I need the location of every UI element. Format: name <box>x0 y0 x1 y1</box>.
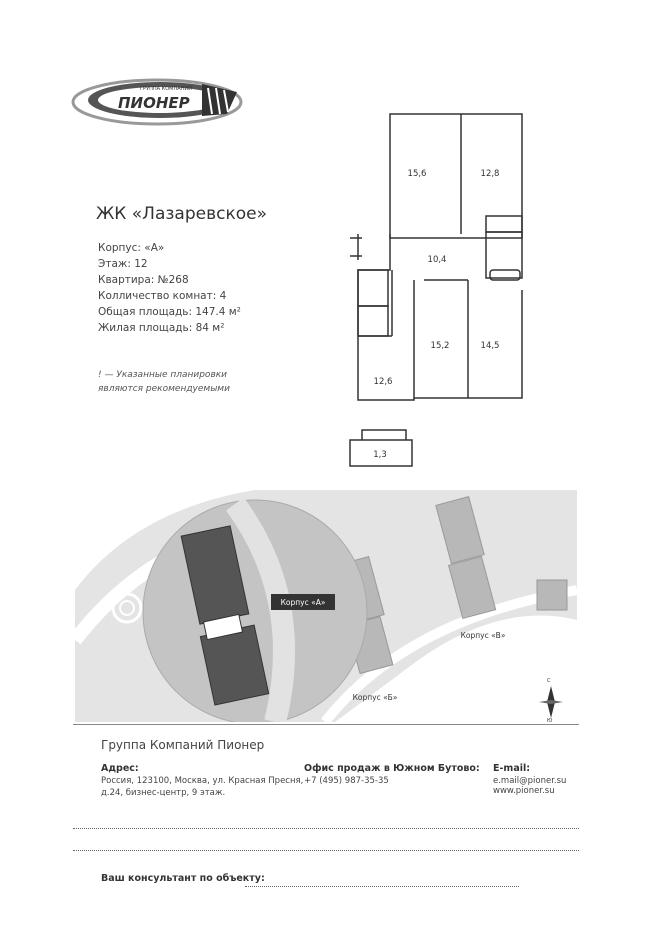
logo-name: ПИОНЕР <box>118 94 190 112</box>
room-label: 1,3 <box>373 450 387 460</box>
room-label: 12,6 <box>373 377 393 387</box>
dotted-line <box>73 828 579 829</box>
consultant-input-line <box>245 886 519 887</box>
company-logo <box>62 70 246 130</box>
svg-text:Ю: Ю <box>547 718 553 722</box>
logo-tagline: ГРУППА КОМПАНИЙ <box>140 86 192 92</box>
floor-plan <box>340 110 540 472</box>
email-link[interactable]: e.mail@pioner.su <box>493 776 567 786</box>
divider <box>73 724 579 725</box>
note-line-2: являются рекомендуемыми <box>98 384 230 394</box>
room-label: 14,5 <box>480 341 500 351</box>
building-a-callout: Корпус «А» <box>280 598 326 607</box>
compass-icon <box>539 678 563 722</box>
total-area: Общая площадь: 147.4 м² <box>98 306 241 318</box>
note-line-1: ! — Указанные планировки <box>98 370 228 380</box>
building-info: Корпус: «А» <box>98 242 165 254</box>
address-line-2: д.24, бизнес-центр, 9 этаж. <box>101 788 226 798</box>
consultant-label: Ваш консультант по объекту: <box>101 873 265 884</box>
building-v-label: Корпус «В» <box>460 631 506 640</box>
project-title: ЖК «Лазаревское» <box>96 204 267 224</box>
site-map <box>75 490 577 722</box>
sales-office-phone: +7 (495) 987-35-35 <box>304 776 389 786</box>
building-b-label: Корпус «Б» <box>352 693 398 702</box>
sales-office-label: Офис продаж в Южном Бутово: <box>304 763 480 774</box>
room-label: 15,2 <box>430 341 450 351</box>
website-link[interactable]: www.pioner.su <box>493 786 555 796</box>
svg-text:С: С <box>547 678 551 684</box>
room-label: 15,6 <box>407 169 427 179</box>
address-label: Адрес: <box>101 763 139 774</box>
living-area: Жилая площадь: 84 м² <box>98 322 225 334</box>
room-label: 10,4 <box>427 255 447 265</box>
room-label: 12,8 <box>480 169 500 179</box>
dotted-line <box>73 850 579 851</box>
address-line-1: Россия, 123100, Москва, ул. Красная Пресня, <box>101 776 304 786</box>
floor-info: Этаж: 12 <box>98 258 148 270</box>
email-label: E-mail: <box>493 763 531 774</box>
company-name: Группа Компаний Пионер <box>101 738 265 752</box>
apartment-number: Квартира: №268 <box>98 274 189 286</box>
rooms-count: Колличество комнат: 4 <box>98 290 227 302</box>
